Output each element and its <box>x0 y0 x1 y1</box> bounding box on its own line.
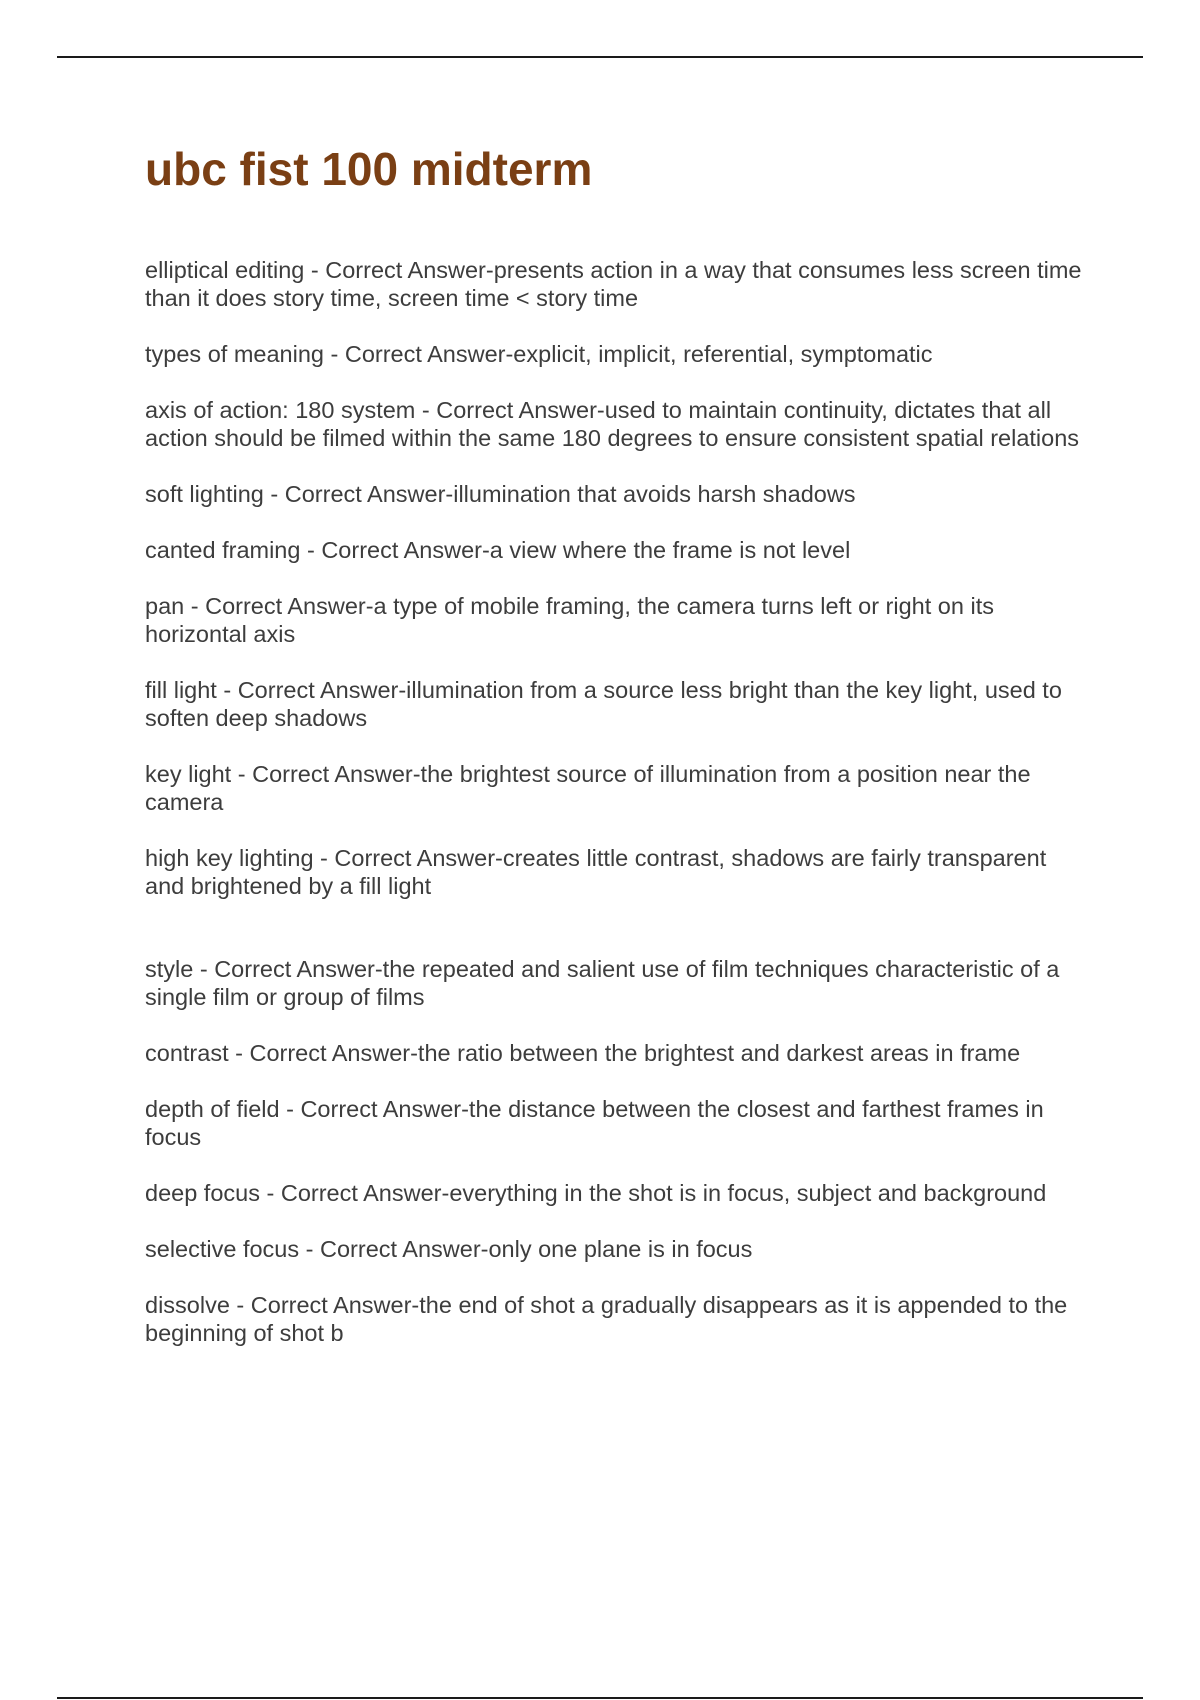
list-item: elliptical editing - Correct Answer-presents action in a way that consumes less screen time than it does story time, screen time < story time <box>145 257 1082 311</box>
list-item: soft lighting - Correct Answer-illumination that avoids harsh shadows <box>145 481 856 507</box>
top-rule <box>57 56 1143 58</box>
list-item: dissolve - Correct Answer-the end of shot a gradually disappears as it is appended to the beginning of shot b <box>145 1292 1068 1346</box>
list-item: depth of field - Correct Answer-the distance between the closest and farthest frames in focus <box>145 1096 1044 1150</box>
list-item: axis of action: 180 system - Correct Answer-used to maintain continuity, dictates that all action should be filmed within the same 180 degrees to ensure consistent spatial relations <box>145 397 1080 451</box>
list-item: contrast - Correct Answer-the ratio between the brightest and darkest areas in frame <box>145 1040 1021 1066</box>
list-item: selective focus - Correct Answer-only one plane is in focus <box>145 1236 753 1262</box>
page-title: ubc fist 100 midterm <box>145 143 593 195</box>
list-item: key light - Correct Answer-the brightest source of illumination from a position near the camera <box>145 761 1031 815</box>
flashcard-list <box>145 256 1090 1375</box>
list-item: pan - Correct Answer-a type of mobile framing, the camera turns left or right on its horizontal axis <box>145 593 994 647</box>
list-item: canted framing - Correct Answer-a view where the frame is not level <box>145 537 851 563</box>
list-item: style - Correct Answer-the repeated and salient use of film techniques characteristic of a single film or group of films <box>145 956 1060 1010</box>
bottom-rule <box>57 1697 1143 1699</box>
list-item: fill light - Correct Answer-illumination from a source less bright than the key light, used to soften deep shadows <box>145 677 1062 731</box>
list-item: types of meaning - Correct Answer-explicit, implicit, referential, symptomatic <box>145 341 933 367</box>
list-item: deep focus - Correct Answer-everything in the shot is in focus, subject and background <box>145 1180 1047 1206</box>
list-item: high key lighting - Correct Answer-creates little contrast, shadows are fairly transparent and brightened by a fill light <box>145 845 1047 899</box>
